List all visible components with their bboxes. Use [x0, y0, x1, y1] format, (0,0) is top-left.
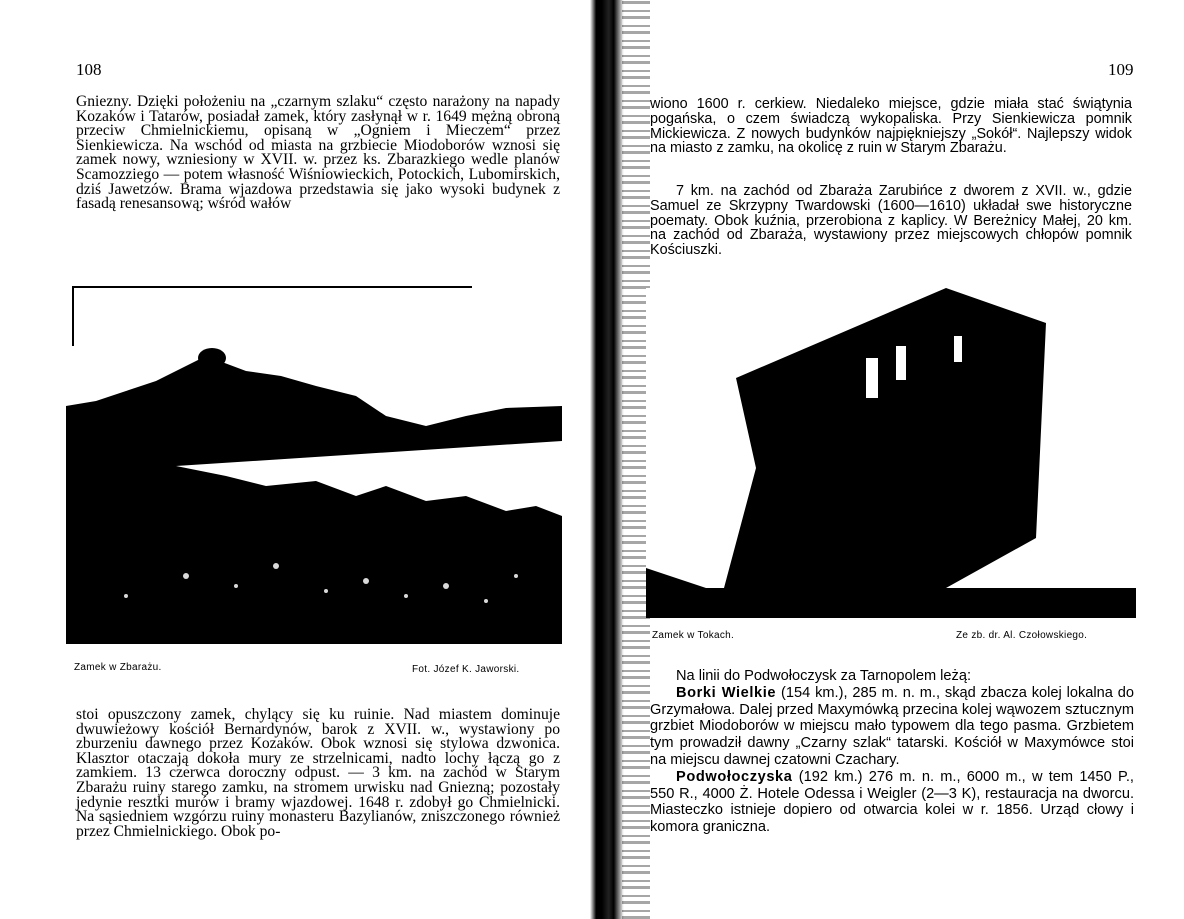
photo-credit-left: Fot. Józef K. Jaworski. — [412, 664, 520, 675]
borki-wielkie-name: Borki Wielkie — [676, 684, 777, 701]
podwoloczyska-entry — [650, 769, 1134, 836]
photo-tokach-castle — [646, 288, 1136, 618]
railway-line-intro: Na linii do Podwołoczysk za Tarnopolem leżą: — [676, 668, 971, 684]
podwoloczyska-name: Podwołoczyska — [676, 768, 793, 785]
photo-caption-right: Zamek w Tokach. — [652, 630, 735, 641]
photo-frame-line — [72, 286, 74, 346]
borki-wielkie-text: (154 km.), 285 m. n. m., skąd zbacza kolej lokalna do Grzymałowa. Dalej przed Maxymówką przecina kolej wąwozem sztucznym grzbiet Miodoborów w miejscu mało typowem dla tego pasma. Grzbietem tym prowadził dawny „Czarny szlak“ tatarski. Kościół w Maxymówce stoi na miejscu dawnej czatowni Czachary. — [650, 684, 1134, 768]
podwoloczyska-text: (192 km.) 276 m. n. m., 6000 m., w tem 1450 P., 550 R., 4000 Ż. Hotele Odessa i Weigler (2—3 K), restauracja na dworcu. Miasteczko istnieje dopiero od otwarcia kolei w r. 1856. Urząd cłowy i komora graniczna. — [650, 768, 1134, 836]
borki-wielkie-entry — [650, 685, 1134, 769]
right-page — [620, 0, 1184, 919]
photo-credit-right: Ze zb. dr. Al. Czołowskiego. — [956, 630, 1088, 641]
page-number-left: 108 — [76, 60, 102, 79]
left-top-paragraph: Gniezny. Dzięki położeniu na „czarnym szlaku“ często narażony na napady Kozaków i Tatarów, posiadał zamek, który zasłynął w r. 1649 mężną obroną przeciw Chmielnickiemu, opisaną w „Ogniem i Mieczem“ przez Sienkiewicza. Na wschód od miasta na grzbiecie Miodoborów wznosi się zamek nowy, wzniesiony w XVII. w. przez ks. Zbarazkiego wedle planów Scamozziego — potem własność Wiśniowieckich, Potockich, Lubomirskich, dziś Jawetzów. Brama wjazdowa przedstawia się jako wysoki budynek z fasadą renesansową; wśród wałów — [76, 93, 560, 213]
page-number-right: 109 — [1108, 60, 1134, 79]
left-bottom-paragraph: stoi opuszczony zamek, chylący się ku ruinie. Nad miastem dominuje dwuwieżowy kościół Bernardynów, barok z XVII. w., wystawiony po zburzeniu dawnego przez Kozaków. Obok wznosi się stylowa dzwonica. Klasztor otaczają dokoła mury ze strzelnicami, nadto lochy łączą go z zamkiem. 13 czerwca doroczny odpust. — 3 km. na zachód w Starym Zbarażu ruiny starego zamku, na stromem urwisku nad Gniezną; pozostały jedynie resztki murów i bramy wjazdowej. 1648 r. zdobył go Chmielnicki. Na sąsiedniem wzgórzu ruiny monasteru Bazylianów, zniszczonego również przez Chmielnickiego. Obok po- — [76, 706, 560, 840]
right-top-paragraph-1: wiono 1600 r. cerkiew. Niedaleko miejsce, gdzie miała stać świątynia pogańska, o czem świadczą wykopaliska. Przy Sienkiewicza pomnik Mickiewicza. Z nowych budynków najpiękniejszy „Sokół“. Najlepszy widok na miasto z zamku, na okolicę z ruin w Starym Zbarażu. — [650, 96, 1132, 157]
right-top-paragraph-2: 7 km. na zachód od Zbaraża Zarubińce z dworem z XVII. w., gdzie Samuel ze Skrzypny Twardowski (1600—1610) układał swe historyczne poematy. Obok kuźnia, przerobiona z kaplicy. W Bereżnicy Małej, 20 km. na zachód od Zbaraża, wystawiony przez miejscowych chłopów pomnik Kościuszki. — [650, 183, 1132, 259]
right-bottom-section — [650, 668, 1134, 836]
photo-zbaraz-castle — [66, 346, 562, 644]
photo-caption-left: Zamek w Zbarażu. — [74, 662, 162, 673]
book-spine — [590, 0, 624, 919]
photo-frame-line — [72, 286, 472, 290]
